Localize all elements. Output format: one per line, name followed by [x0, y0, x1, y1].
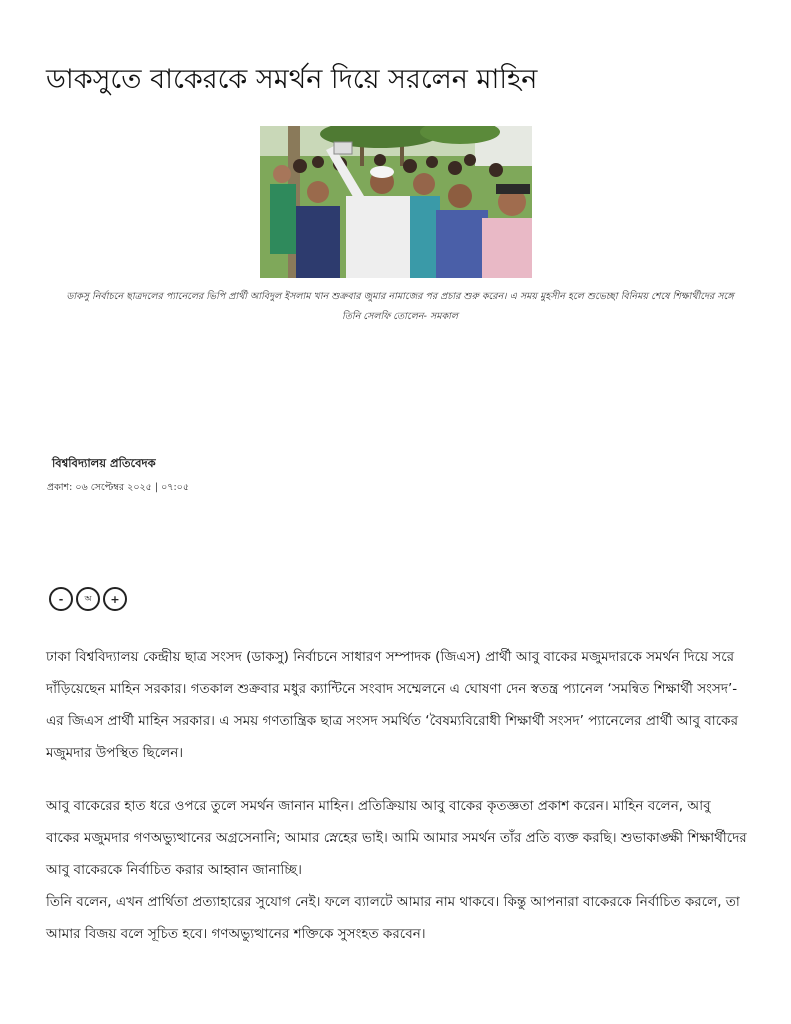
article-headline: ডাকসুতে বাকেরকে সমর্থন দিয়ে সরলেন মাহিন — [46, 64, 538, 95]
article-paragraph: তিনি বলেন, এখন প্রার্থিতা প্রত্যাহারের সুযোগ নেই। ফলে ব্যালটে আমার নাম থাকবে। কিন্তু আপনারা বাকেরকে নির্বাচিত করলে, তা আমার বিজয় বলে সূচিত হবে। গণঅভ্যুত্থানের শক্তিকে সুসংহত করবেন। — [46, 894, 740, 942]
author-byline: বিশ্ববিদ্যালয় প্রতিবেদক — [52, 456, 156, 470]
photo-caption: ডাকসু নির্বাচনে ছাত্রদলের প্যানেলের ভিপি প্রার্থী আবিদুল ইসলাম খান শুক্রবার জুমার নামাজের পর প্রচার শুরু করেন। এ সময় মুহসীন হলে শুভেচ্ছা বিনিময় শেষে শিক্ষার্থীদের সঙ্গে তিনি সেলফি তোলেন- সমকাল — [66, 291, 734, 322]
article-photo — [260, 126, 532, 278]
published-datetime: প্রকাশ: ০৬ সেপ্টেম্বর ২০২৫ | ০৭:০৫ — [47, 482, 189, 493]
selfie-crowd-image — [260, 126, 532, 278]
article-paragraph: আবু বাকেরের হাত ধরে ওপরে তুলে সমর্থন জানান মাহিন। প্রতিক্রিয়ায় আবু বাকের কৃতজ্ঞতা প্রকাশ করেন। মাহিন বলেন, আবু বাকের মজুমদার গণঅভ্যুত্থানের অগ্রসেনানি; আমার স্নেহের ভাই। আমি আমার সমর্থন তাঁর প্রতি ব্যক্ত করছি। শুভাকাঙ্ক্ষী শিক্ষার্থীদের আবু বাকেরকে নির্বাচিত করার আহ্বান জানাচ্ছি। — [46, 798, 747, 878]
font-reset-button[interactable]: অ — [76, 587, 100, 611]
font-decrease-button[interactable]: - — [49, 587, 73, 611]
font-size-controls — [49, 587, 127, 611]
article-paragraph: ঢাকা বিশ্ববিদ্যালয় কেন্দ্রীয় ছাত্র সংসদ (ডাকসু) নির্বাচনে সাধারণ সম্পাদক (জিএস) প্রার্থী আবু বাকের মজুমদারকে সমর্থন দিয়ে সরে দাঁড়িয়েছেন মাহিন সরকার। গতকাল শুক্রবার মধুর ক্যান্টিনে সংবাদ সম্মেলনে এ ঘোষণা দেন স্বতন্ত্র প্যানেল ‘সমন্বিত শিক্ষার্থী সংসদ’-এর জিএস প্রার্থী মাহিন সরকার। এ সময় গণতান্ত্রিক ছাত্র সংসদ সমর্থিত ‘বৈষম্যবিরোধী শিক্ষার্থী সংসদ’ প্যানেলের প্রার্থী আবু বাকের মজুমদার উপস্থিত ছিলেন। — [46, 649, 739, 761]
font-increase-button[interactable]: + — [103, 587, 127, 611]
